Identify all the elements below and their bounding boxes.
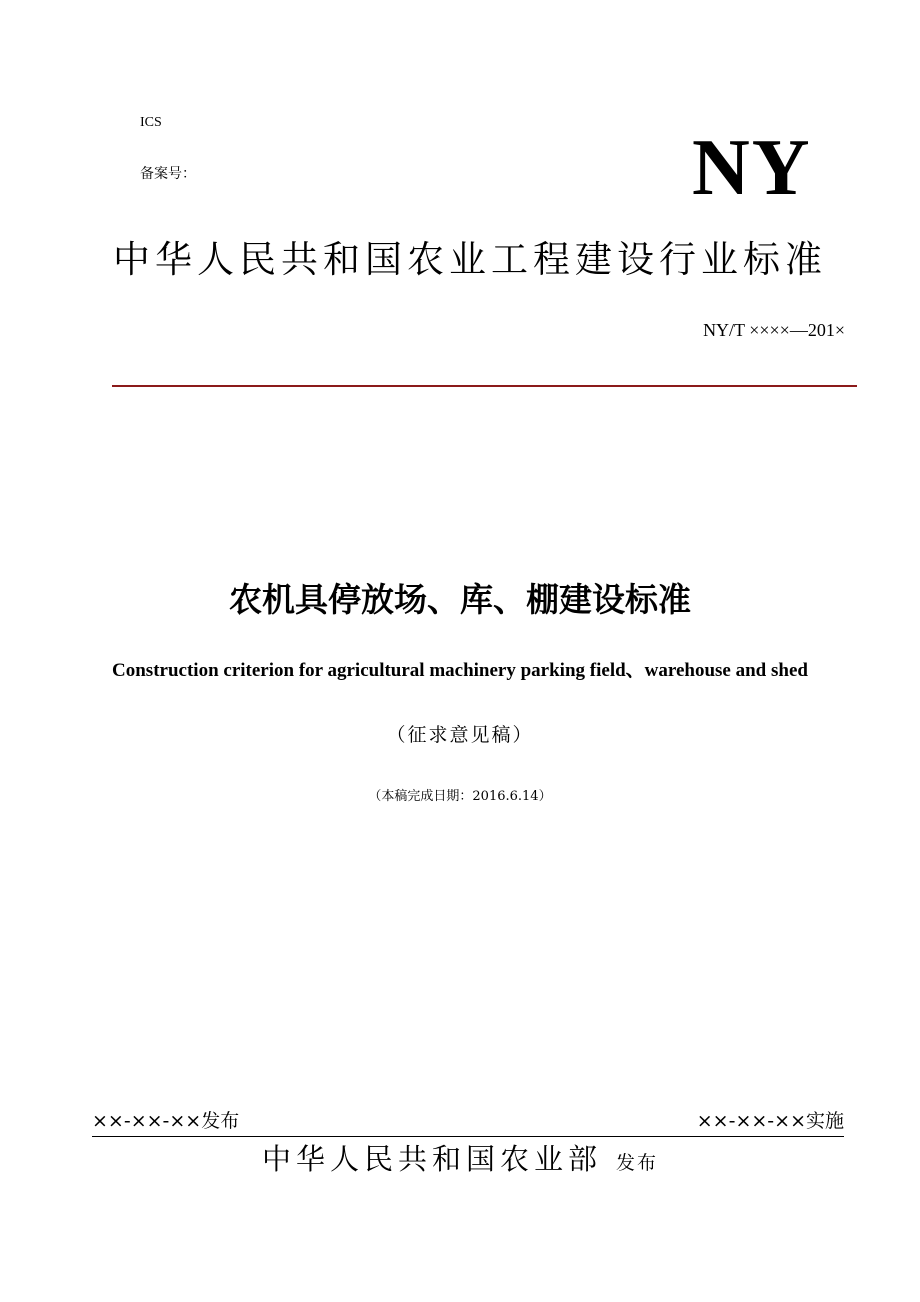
issued-label: 发布 — [616, 1152, 659, 1174]
standard-number: NY/T ××××—201× — [703, 320, 845, 340]
ics-label: ICS — [140, 115, 162, 130]
effective-date: ××-××-××实施 — [696, 1110, 844, 1132]
header-divider — [112, 385, 857, 387]
footer-divider — [92, 1136, 844, 1137]
ny-logo: NY — [692, 124, 812, 212]
publish-date: ××-××-××发布 — [92, 1110, 240, 1132]
issuer-row — [0, 1140, 920, 1182]
draft-completion-date: （本稿完成日期：2016.6.14） — [368, 789, 552, 804]
document-title-en: Construction criterion for agricultural machinery parking field、warehouse and shed — [112, 660, 808, 681]
document-title-zh: 农机具停放场、库、棚建设标准 — [229, 580, 691, 619]
standard-category-title: 中华人民共和国农业工程建设行业标准 — [113, 238, 827, 281]
filing-number-label: 备案号： — [140, 166, 196, 182]
issuer-name: 中华人民共和国农业部 — [261, 1142, 602, 1176]
draft-label: （征求意见稿） — [386, 724, 534, 746]
